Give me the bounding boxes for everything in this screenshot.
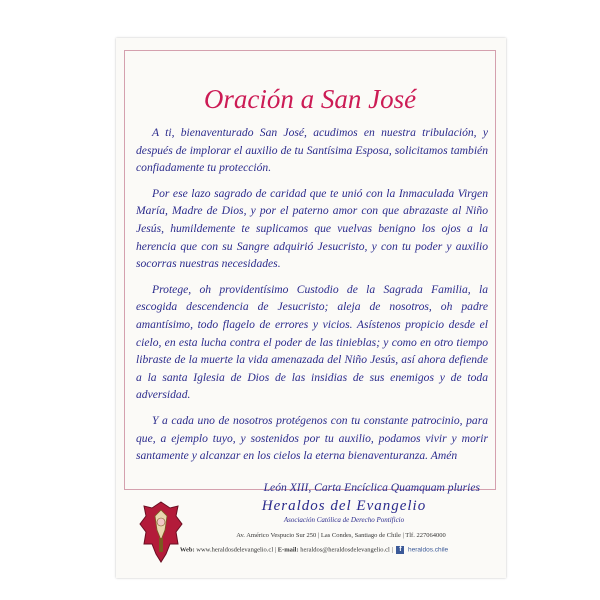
facebook-icon: f [396,546,404,554]
facebook-link[interactable]: heraldos.chile [408,546,449,554]
prayer-paragraph: A ti, bienaventurado San José, acudimos en nuestra tribulación, y después de implorar el auxilio de tu Santísima Esposa, solicitamos también confiadamente tu protección. [136,126,488,175]
prayer-paragraph: Y a cada uno de nosotros protégenos con tu constante patrocinio, para que, a ejemplo tuyo, y sostenidos por tu auxilio, podamos vivir y morir santamente y alcanzar en los cielos la eterna bienaventuranza. Amén [136,413,488,463]
contact-line [134,546,494,554]
web-label: Web: [179,546,195,554]
prayer-paragraph: Protege, oh providentísimo Custodio de la Sagrada Familia, la escogida descendencia de Jesucristo; aleja de nosotros, oh padre amantísimo, todo flagelo de errores y vicios. Asístenos propicio desde el cielo, en esta lucha contra el poder de las tinieblas; y como en otro tiempo libraste de la muerte la vida amenazada del Niño Jesús, así ahora defiende a la santa Iglesia de Dios de las insidias de sus enemigos y de toda adversidad. [136,282,488,402]
separator: | [274,546,277,554]
brand-name: Heraldos del Evangelio [261,498,427,514]
signature: León XIII, Carta Encíclica Quamquam pluries [263,480,480,494]
brand-subtitle: Asociación Católica de Derecho Pontificio [283,516,405,524]
heraldos-emblem-icon [138,500,184,564]
email-link[interactable]: heraldos@heraldosdelevangelio.cl [300,546,390,554]
prayer-body [136,124,488,504]
separator: | [391,546,393,554]
prayer-paragraph: Por ese lazo sagrado de caridad que te unió con la Inmaculada Virgen María, Madre de Dios, y por el paterno amor con que abrazaste al Niño Jesús, humildemente te suplicamos que vuelvas benigno los ojos a la herencia que con su Sangre adquirió Jesucristo, y con tu poder y auxilio socorras nuestras necesidades. [136,186,488,271]
footer [124,496,496,568]
brand [194,498,494,524]
address: Av. Américo Vespucio Sur 250 | Las Condes, Santiago de Chile | Tlf. 227064000 [236,532,446,539]
email-label: E-mail: [277,546,299,554]
page-title: Oración a San José [203,84,417,114]
web-link[interactable]: www.heraldosdelevangelio.cl [196,546,274,554]
